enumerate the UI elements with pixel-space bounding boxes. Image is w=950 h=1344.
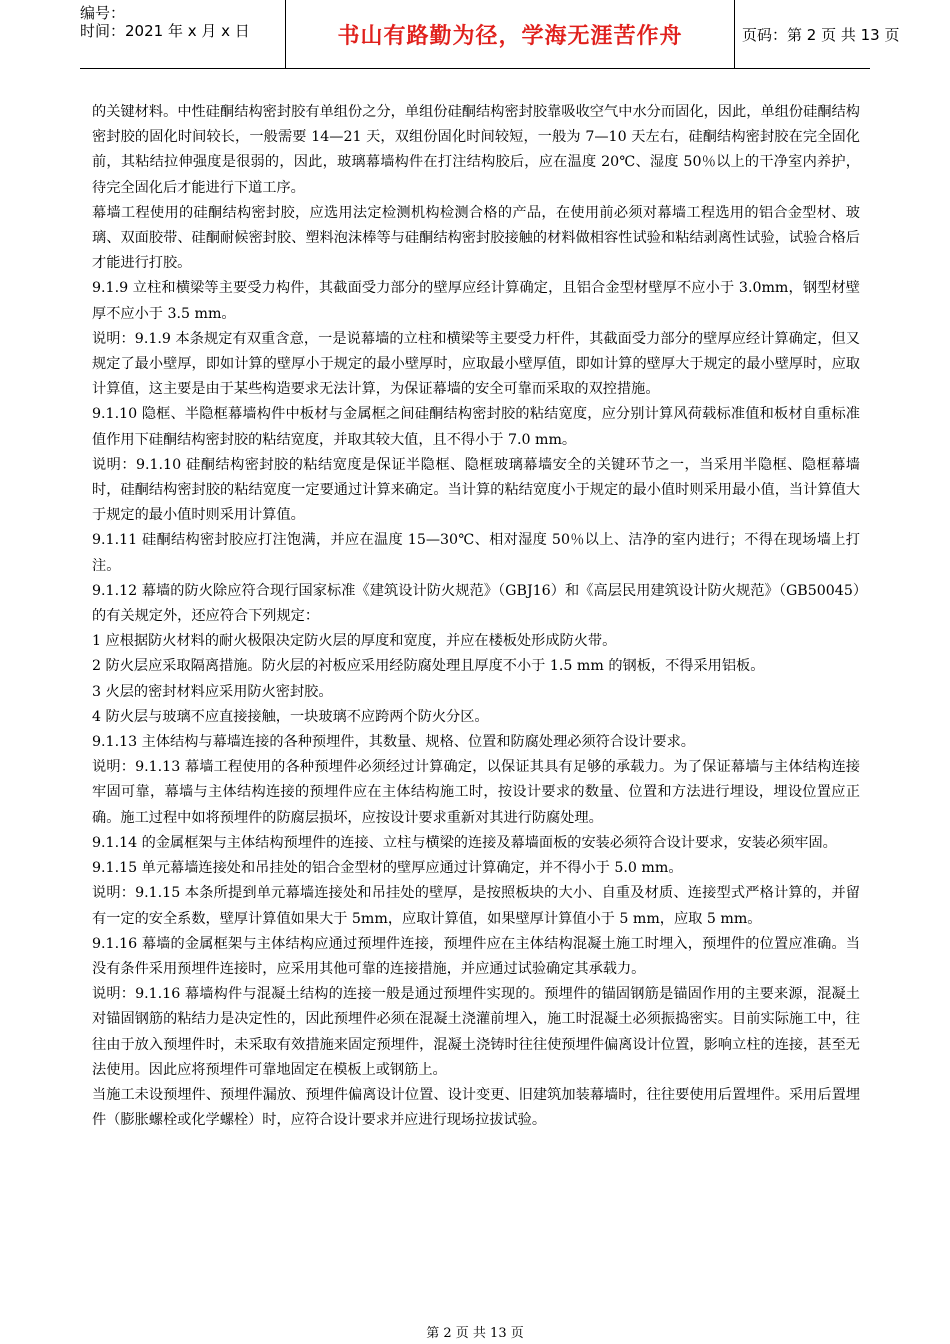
- body-paragraph: 的关键材料。中性硅酮结构密封胶有单组份之分，单组份硅酮结构密封胶靠吸收空气中水分而固化，因此，单组份硅酮结构密封胶的固化时间较长，一般需要 14—21 天，双组份固化时间较短，一般为 7—10 天左右，硅酮结构密封胶在完全固化前，其粘结拉伸强度是很弱的，因此，玻璃幕墙构件在打注结构胶后，应在温度 20℃、湿度 50％以上的干净室内养护，待完全固化后才能进行下道工序。: [92, 104, 860, 196]
- clause-paragraph: 9.1.10 隐框、半隐框幕墙构件中板材与金属框之间硅酮结构密封胶的粘结宽度，应分别计算风荷载标准值和板材自重标准值作用下硅酮结构密封胶的粘结宽度，并取其较大值，且不得小于 7.0 mm。: [92, 406, 860, 448]
- list-item: 4 防火层与玻璃不应直接接触，一块玻璃不应跨两个防火分区。: [92, 708, 489, 725]
- header-page-info: 页码：第 2 页 共 13 页: [742, 25, 900, 44]
- page-footer: 第 2 页 共 13 页: [426, 1326, 524, 1341]
- document-date: 时间：2021 年 x 月 x 日: [80, 22, 250, 40]
- note-paragraph: 说明：9.1.15 本条所提到单元幕墙连接处和吊挂处的壁厚，是按照板块的大小、自重及材质、连接型式严格计算的，并留有一定的安全系数，壁厚计算值如果大于 5mm，应取计算值，如果壁厚计算值小于 5 mm，应取 5 mm。: [92, 885, 860, 927]
- clause-paragraph: 9.1.13 主体结构与幕墙连接的各种预埋件，其数量、规格、位置和防腐处理必须符合设计要求。: [92, 734, 695, 751]
- clause-paragraph: 9.1.16 幕墙的金属框架与主体结构应通过预埋件连接，预埋件应在主体结构混凝土施工时埋入，预埋件的位置应准确。当没有条件采用预埋件连接时，应采用其他可靠的连接措施，并应通过试验确定其承载力。: [92, 935, 860, 977]
- clause-paragraph: 9.1.12 幕墙的防火除应符合现行国家标准《建筑设计防火规范》（GBJ16）和《高层民用建筑设计防火规范》（GB50045）的有关规定外，还应符合下列规定：: [92, 582, 860, 625]
- document-body: [92, 100, 860, 1133]
- clause-paragraph: 9.1.15 单元幕墙连接处和吊挂处的铝合金型材的壁厚应通过计算确定，并不得小于 5.0 mm。: [92, 860, 683, 877]
- note-paragraph: 说明：9.1.16 幕墙构件与混凝土结构的连接一般是通过预埋件实现的。预埋件的锚固钢筋是锚固作用的主要来源，混凝土对锚固钢筋的粘结力是决定性的，因此预埋件必须在混凝土浇灌前埋入，施工时混凝土必须振捣密实。目前实际施工中，往往由于放入预埋件时，未采取有效措施来固定预埋件，混凝土浇铸时往往使预埋件偏离设计位置，影响立柱的连接，甚至无法使用。因此应将预埋件可靠地固定在模板上或钢筋上。: [92, 986, 860, 1078]
- list-item: 3 火层的密封材料应采用防火密封胶。: [92, 683, 333, 700]
- page-header: [80, 0, 900, 69]
- document-number-label: 编号：: [80, 4, 126, 22]
- note-paragraph: 说明：9.1.9 本条规定有双重含意，一是说幕墙的立柱和横梁等主要受力杆件，其截面受力部分的壁厚应经计算确定，但又规定了最小壁厚，即如计算的壁厚小于规定的最小壁厚时，应取最小壁厚值，即如计算的壁厚大于规定的最小壁厚时，应取计算值，这主要是由于某些构造要求无法计算，为保证幕墙的安全可靠而采取的双控措施。: [92, 330, 860, 398]
- clause-paragraph: 9.1.11 硅酮结构密封胶应打注饱满，并应在温度 15—30℃、相对湿度 50％以上、洁净的室内进行；不得在现场墙上打注。: [92, 532, 860, 574]
- header-motto: 书山有路勤为径，学海无涯苦作舟: [337, 23, 683, 49]
- body-paragraph: 当施工未设预埋件、预埋件漏放、预埋件偏离设计位置、设计变更、旧建筑加装幕墙时，往往要使用后置埋件。采用后置埋件（膨胀螺栓或化学螺栓）时，应符合设计要求并应进行现场拉拔试验。: [92, 1086, 860, 1129]
- list-item: 1 应根据防火材料的耐火极限决定防火层的厚度和宽度，并应在楼板处形成防火带。: [92, 633, 617, 650]
- header-motto-cell: [285, 0, 735, 68]
- clause-paragraph: 9.1.14 的金属框架与主体结构预埋件的连接、立柱与横梁的连接及幕墙面板的安装必须符合设计要求，安装必须牢固。: [92, 834, 837, 851]
- header-meta: [80, 0, 285, 68]
- body-paragraph: 幕墙工程使用的硅酮结构密封胶，应选用法定检测机构检测合格的产品，在使用前必须对幕墙工程选用的铝合金型材、玻璃、双面胶带、硅酮耐候密封胶、塑料泡沫棒等与硅酮结构密封胶接触的材料做相容性试验和粘结剥离性试验，试验合格后才能进行打胶。: [92, 204, 860, 272]
- note-paragraph: 说明：9.1.10 硅酮结构密封胶的粘结宽度是保证半隐框、隐框玻璃幕墙安全的关键环节之一，当采用半隐框、隐框幕墙时，硅酮结构密封胶的粘结宽度一定要通过计算来确定。当计算的粘结宽度小于规定的最小值时则采用最小值，当计算值大于规定的最小值时则采用计算值。: [92, 456, 860, 524]
- clause-paragraph: 9.1.9 立柱和横梁等主要受力构件，其截面受力部分的壁厚应经计算确定，且铝合金型材壁厚不应小于 3.0mm，钢型材壁厚不应小于 3.5 mm。: [92, 280, 860, 322]
- list-item: 2 防火层应采取隔离措施。防火层的衬板应采用经防腐处理且厚度不小于 1.5 mm 的钢板，不得采用铝板。: [92, 658, 765, 675]
- note-paragraph: 说明：9.1.13 幕墙工程使用的各种预埋件必须经过计算确定，以保证其具有足够的承载力。为了保证幕墙与主体结构连接牢固可靠，幕墙与主体结构连接的预埋件应在主体结构施工时，按设计要求的数量、位置和方法进行埋设，埋设位置应正确。施工过程中如将预埋件的防腐层损坏，应按设计要求重新对其进行防腐处理。: [92, 759, 860, 826]
